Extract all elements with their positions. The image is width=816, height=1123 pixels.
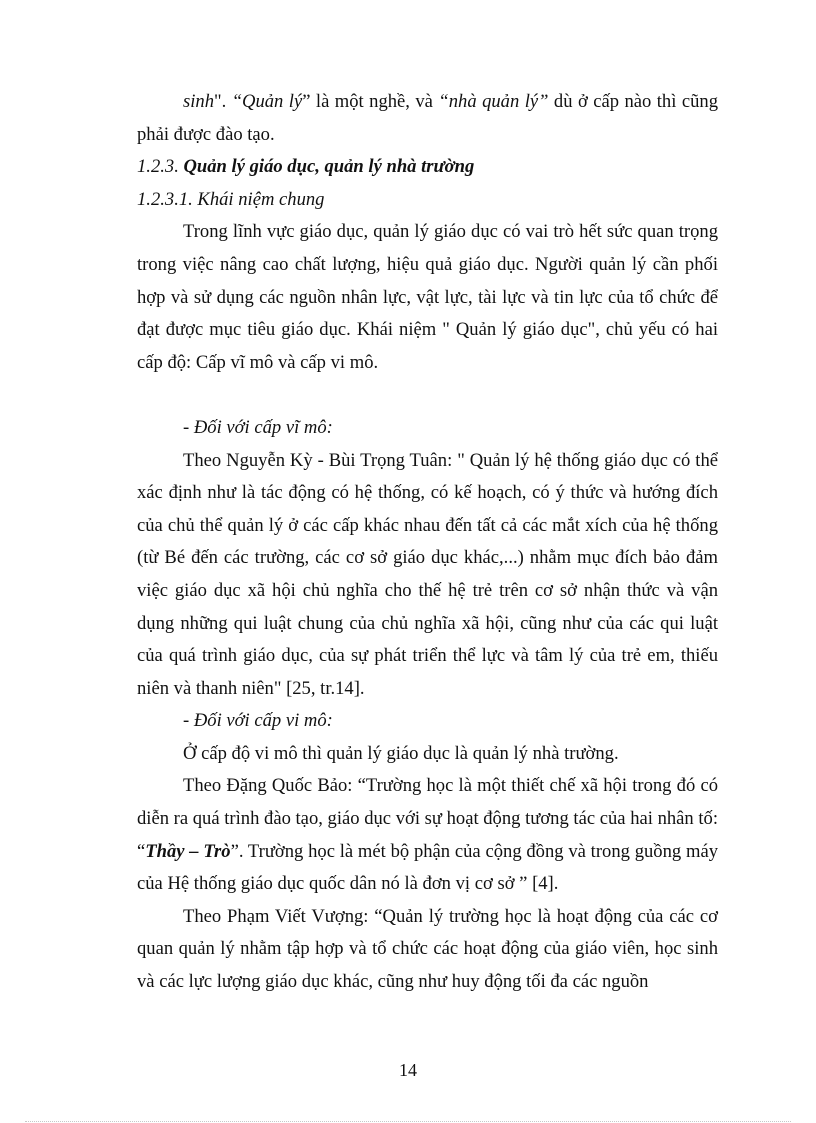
text-sinh: sinh: [183, 91, 214, 112]
blank-line: [137, 379, 718, 412]
section-number: 1.2.3.: [137, 156, 184, 178]
paragraph-macro-definition: Theo Nguyễn Kỳ - Bùi Trọng Tuân: " Quản lý hệ thống giáo dục có thể xác định như là tác động có hệ thống, có kế hoạch, có ý thức và hướng đích của chủ thể quản lý ở các cấp khác nhau đến tất cả các mắt xích của hệ thống (từ Bé đến các trường, các cơ sở giáo dục khác,...) nhằm mục đích bảo đảm việc giáo dục xã hội chủ nghĩa cho thế hệ trẻ trên cơ sở nhận thức và vận dụng những qui luật chung của chủ nghĩa xã hội, cũng như của các qui luật của quá trình giáo dục, của sự phát triển thể lực và tâm lý của trẻ em, thiếu niên và thanh niên" [25, tr.14].: [137, 449, 718, 699]
paragraph-intro: Trong lĩnh vực giáo dục, quản lý giáo dục có vai trò hết sức quan trọng trong việc nâng cao chất lượng, hiệu quả giáo dục. Người quản lý cần phối hợp và sử dụng các nguồn nhân lực, vật lực, tài lực và tin lực của tổ chức để đạt được mục tiêu giáo dục. Khái niệm " Quản lý giáo dục", chủ yếu có hai cấp độ: Cấp vĩ mô và cấp vi mô.: [137, 221, 718, 373]
section-title: Quản lý giáo dục, quản lý nhà trường: [183, 156, 475, 178]
text-quote-start: Theo Đặng Quốc Bảo: “Trường học là một thiết chế xã hội trong đó có diễn ra quá trình đào tạo, giáo dục với sự hoạt động tương tác của hai nhân tố: “: [137, 775, 718, 862]
text-quan-ly: “Quản lý: [231, 91, 303, 112]
text-quote-close: ".: [214, 91, 232, 112]
paragraph-pham-viet-vuong: Theo Phạm Viết Vượng: “Quản lý trường học là hoạt động của các cơ quan quản lý nhằm tập hợp và tổ chức các hoạt động của giáo viên, học sinh và các lực lượng giáo dục khác, cũng như huy động tối đa các nguồn: [137, 905, 718, 993]
text-mid: ” là một nghề, và: [302, 91, 439, 112]
subheading-micro-level: - Đối với cấp vi mô:: [183, 710, 333, 732]
body-text: [137, 86, 718, 999]
subheading-macro-level: - Đối với cấp vĩ mô:: [183, 416, 333, 438]
paragraph-dang-quoc-bao: [137, 770, 718, 900]
text-thay-tro: Thầy – Trò: [145, 840, 231, 862]
section-heading-1-2-3: [137, 151, 718, 184]
page-number: 14: [399, 1060, 417, 1080]
paragraph-continuation: [137, 86, 718, 151]
text-end: dù ở cấp nào thì cũng phải được đào tạo.: [137, 91, 718, 145]
bottom-dotted-divider: [25, 1121, 791, 1122]
subsection-heading-1-2-3-1: 1.2.3.1. Khái niệm chung: [137, 188, 325, 210]
paragraph-micro-intro: Ở cấp độ vi mô thì quản lý giáo dục là quản lý nhà trường.: [183, 742, 619, 764]
text-quote-end: ”. Trường học là mét bộ phận của cộng đồng và trong guồng máy của Hệ thống giáo dục quốc dân nó là đơn vị cơ sở ” [4].: [137, 840, 718, 895]
text-nha-quan-ly: “nhà quản lý”: [438, 91, 549, 112]
